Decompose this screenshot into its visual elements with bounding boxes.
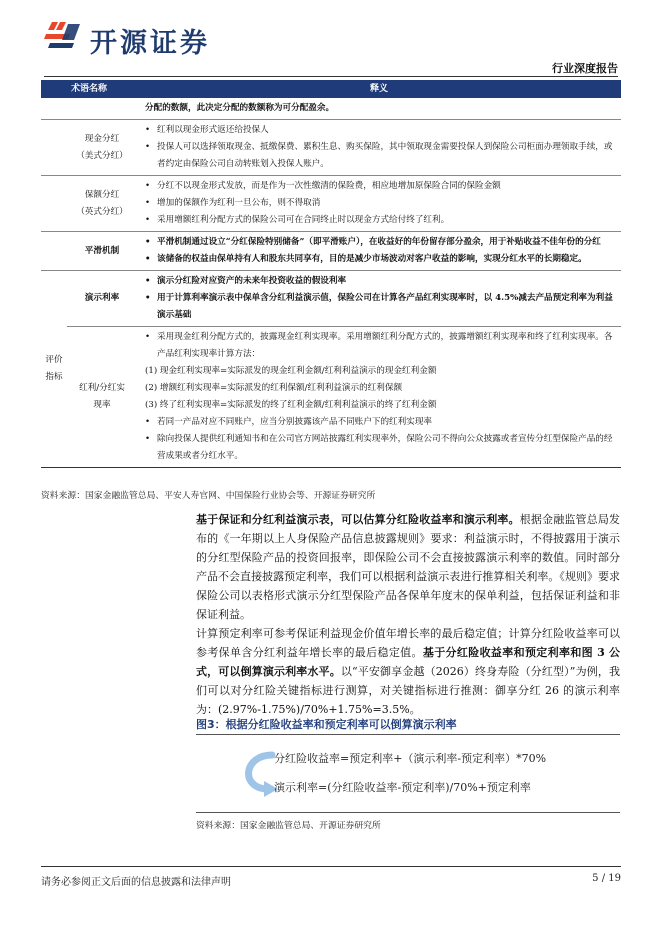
table-source: 资料来源：国家金融监管总局、平安人寿官网、中国保险行业协会等、开源证券研究所 bbox=[41, 491, 376, 501]
formula-dividend-yield: 分红险收益率=预定利率+（演示利率-预定利率）*70% bbox=[274, 752, 547, 765]
footer-disclaimer: 请务必参阅正文后面的信息披露和法律声明 bbox=[41, 877, 231, 888]
paragraph-1-text: 根据金融监管总局发布的《一年期以上人身保险产品信息披露规则》要求：利益演示时，不得披露用于演示的分红型保险产品的投资回报率，即保险公司不会直接披露演示利率的数值。同时部分产品不会直接披露预定利率，我们可以根据利益演示表进行推算相关利率。《规则》要求保险公司以表格形式演示分红型保险产品各保单年度末的保单利益，包括保证利益和非保证利益。 bbox=[196, 513, 620, 621]
list-item: • 采用增额红利分配方式的保险公司可在合同终止时以现金方式给付终了红利。 bbox=[145, 212, 617, 229]
list-item: • 演示分红险对应资产的未来年投资收益的假设利率 bbox=[145, 273, 617, 290]
list-item: • 用于计算利率演示表中保单含分红利益演示值，保险公司在计算各产品红利实现率时，以 4.5%减去产品预定利率为利益演示基础 bbox=[145, 290, 617, 324]
header-divider bbox=[44, 76, 618, 77]
table-row bbox=[41, 327, 621, 468]
report-type: 行业深度报告 bbox=[552, 62, 618, 75]
list-item: (1) 现金红利实现率=实际派发的现金红利金额/红利利益演示的现金红利金额 bbox=[145, 366, 437, 376]
list-item: • 除向投保人提供红利通知书和在公司官方网站披露红利实现率外，保险公司不得向公众披露或者宣传分红型保险产品的经营成果或者分红水平。 bbox=[145, 431, 617, 465]
continuation-text: 分配的数额，此决定分配的数额称为可分配盈余。 bbox=[145, 103, 335, 113]
table-row bbox=[41, 176, 621, 232]
list-item: • 红利以现金形式返还给投保人 bbox=[145, 122, 617, 139]
table-row bbox=[41, 271, 621, 327]
footer-divider bbox=[41, 866, 621, 867]
list-item: • 分红不以现金形式发放，而是作为一次性缴清的保险费，相应地增加原保险合同的保险金额 bbox=[145, 178, 617, 195]
paragraph-2-text-c: 以“平安御享金越（2026）终身寿险（分红型）”为例，我们可以对分红险关键指标进行测算，对关键指标进行推测：御享分红 26 的演示利率为：(2.97%-1.75%)/70%+1.75%=3.5%。 bbox=[196, 665, 620, 716]
col-header-term: 术语名称 bbox=[41, 80, 137, 98]
list-item: (2) 增额红利实现率=实际派发的红利保额/红利利益演示的红利保额 bbox=[145, 383, 403, 393]
table-row bbox=[41, 232, 621, 271]
figure-top-divider bbox=[196, 734, 620, 735]
list-item: • 采用现金红利分配方式的，披露现金红利实现率。采用增额红利分配方式的，披露增额红利实现率和终了红利实现率。各产品红利实现率计算方法： bbox=[145, 329, 617, 363]
group-eval-indicators: 评价 指标 bbox=[41, 271, 67, 468]
paragraph-2 bbox=[196, 624, 620, 719]
page-number: 5 / 19 bbox=[592, 873, 621, 884]
list-item: • 平滑机制通过设立“分红保险特别储备”（即平滑账户），在收益好的年份留存部分盈余，用于补贴收益不佳年份的分红 bbox=[145, 234, 617, 251]
figure-bottom-divider bbox=[196, 812, 620, 813]
formula-illustration-rate: 演示利率=(分红险收益率-预定利率)/70%+预定利率 bbox=[274, 781, 531, 794]
col-header-interp: 释义 bbox=[137, 80, 621, 98]
paragraph-2-lead: 基于分红险收益率和预定利率和图 3 公式，可以倒算演示利率水平。 bbox=[196, 646, 621, 678]
term-dividend-realization: 红利/分红实 现率 bbox=[67, 327, 137, 468]
list-item: • 该储备的权益由保单持有人和股东共同享有，目的是减少市场波动对客户收益的影响，实现分红水平的长期稳定。 bbox=[145, 251, 617, 268]
term-cash-dividend: 现金分红 （美式分红） bbox=[67, 120, 137, 176]
term-illustration-rate: 演示利率 bbox=[67, 271, 137, 327]
table-row bbox=[41, 120, 621, 176]
list-item: (3) 终了红利实现率=实际派发的终了红利金额/红利利益演示的终了红利金额 bbox=[145, 400, 437, 410]
list-item: • 增加的保额作为红利一旦公布，则不得取消 bbox=[145, 195, 617, 212]
logo-text: 开源证券 bbox=[90, 28, 210, 59]
table-row bbox=[41, 98, 621, 120]
paragraph-2-text-a: 计算预定利率可参考保证利益现金价值年增长率的最后稳定值；计算分红险收益率可以参考保单含分红利益年增长率的最后稳定值。 bbox=[196, 627, 620, 659]
figure-source: 资料来源：国家金融监管总局、开源证券研究所 bbox=[196, 821, 381, 831]
figure-title: 图3：根据分红险收益率和预定利率可以倒算演示利率 bbox=[196, 718, 457, 731]
paragraph-1-lead: 基于保证和分红利益演示表，可以估算分红险收益率和演示利率。 bbox=[196, 513, 520, 526]
terms-table bbox=[41, 80, 621, 468]
list-item: • 投保人可以选择领取现金、抵缴保费、累积生息、购买保险，其中领取现金需要投保人到保险公司柜面办理领取手续，或者约定由保险公司自动转账划入投保人账户。 bbox=[145, 139, 617, 173]
list-item: • 若同一产品对应不同账户，应当分别披露该产品不同账户下的红利实现率 bbox=[145, 414, 617, 431]
term-smoothing: 平滑机制 bbox=[67, 232, 137, 271]
kaiyuan-logo-icon bbox=[44, 20, 84, 54]
page-header bbox=[0, 0, 662, 80]
paragraph-1 bbox=[196, 510, 620, 624]
term-bonus-dividend: 保额分红 （英式分红） bbox=[67, 176, 137, 232]
